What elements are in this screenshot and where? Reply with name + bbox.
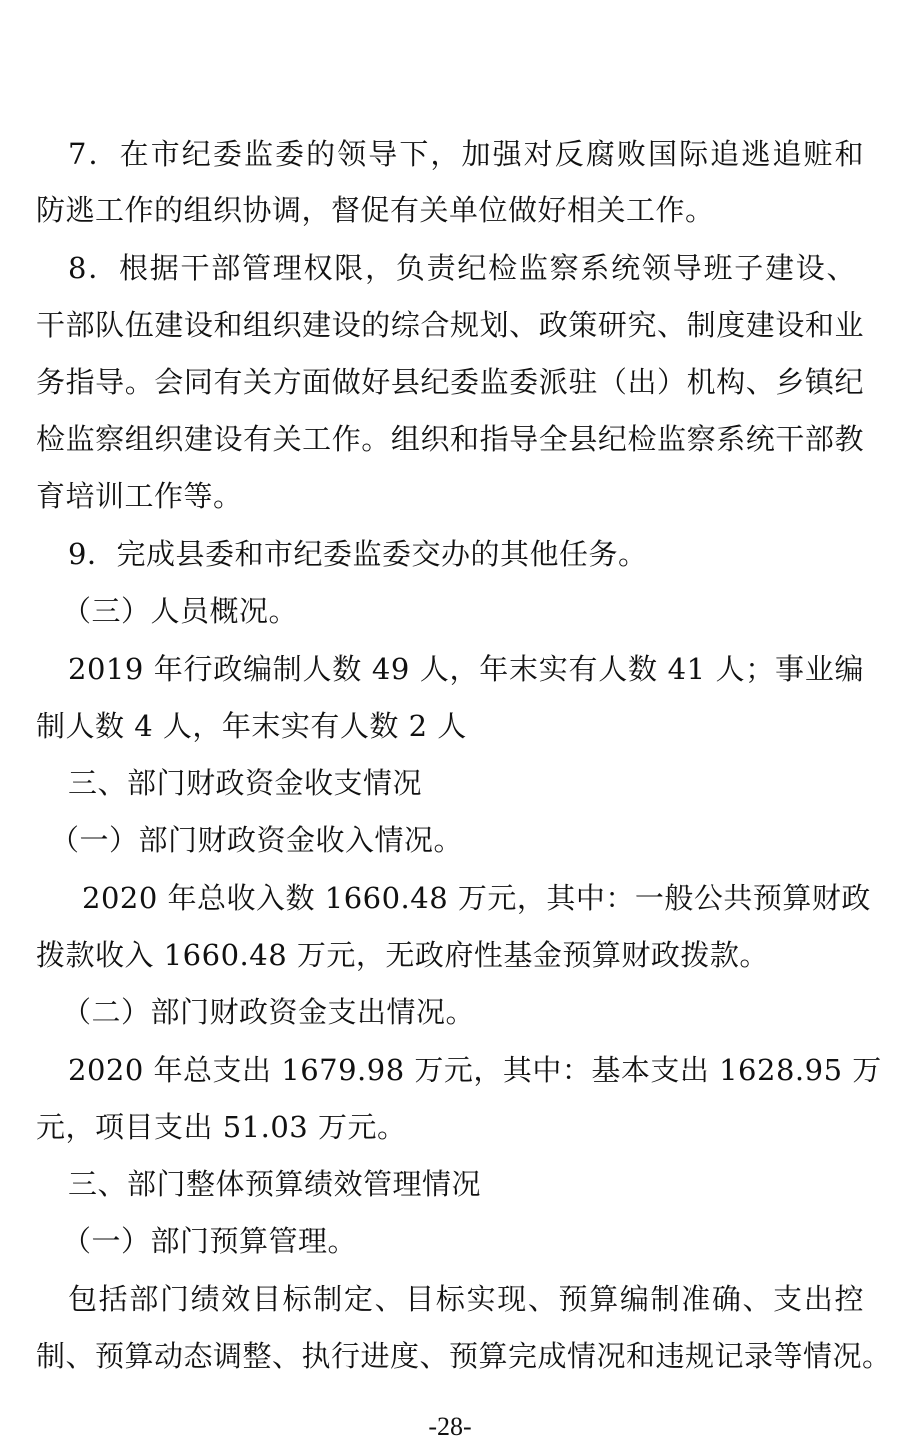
income-line-1: 2020 年总收入数 1660.48 万元，其中：一般公共预算财政 [82,881,871,915]
section-3b-heading: 三、部门整体预算绩效管理情况 [68,1167,482,1201]
page-number: -28- [428,1412,472,1441]
income-line-2: 拨款收入 1660.48 万元，无政府性基金预算财政拨款。 [36,938,769,972]
item-9-line-1: 9．完成县委和市纪委监委交办的其他任务。 [68,537,648,571]
item-8-line-4: 检监察组织建设有关工作。组织和指导全县纪检监察系统干部教 [36,422,864,456]
item-8-line-5: 育培训工作等。 [36,479,243,513]
item-8-line-3: 务指导。会同有关方面做好县纪委监委派驻（出）机构、乡镇纪 [36,365,864,399]
item-7-line-1: 7．在市纪委监委的领导下，加强对反腐败国际追逃追赃和 [68,137,864,171]
item-8-line-1: 8．根据干部管理权限，负责纪检监察系统领导班子建设、 [68,251,856,285]
expense-line-1: 2020 年总支出 1679.98 万元，其中：基本支出 1628.95 万 [68,1053,882,1087]
budget-mgmt-line-2: 制、预算动态调整、执行进度、预算完成情况和违规记录等情况。 [36,1339,892,1373]
personnel-line-2: 制人数 4 人，年末实有人数 2 人 [36,709,467,743]
item-7-line-2: 防逃工作的组织协调，督促有关单位做好相关工作。 [36,193,715,227]
income-heading: （一）部门财政资金收入情况。 [50,823,464,857]
budget-mgmt-heading: （一）部门预算管理。 [62,1224,358,1258]
personnel-line-1: 2019 年行政编制人数 49 人，年末实有人数 41 人；事业编 [68,652,864,686]
item-8-line-2: 干部队伍建设和组织建设的综合规划、政策研究、制度建设和业 [36,308,864,342]
budget-mgmt-line-1: 包括部门绩效目标制定、目标实现、预算编制准确、支出控 [68,1282,864,1316]
section-3-heading: 三、部门财政资金收支情况 [68,766,423,800]
expense-heading: （二）部门财政资金支出情况。 [62,995,476,1029]
expense-line-2: 元，项目支出 51.03 万元。 [36,1110,407,1144]
personnel-heading: （三）人员概况。 [62,594,299,628]
